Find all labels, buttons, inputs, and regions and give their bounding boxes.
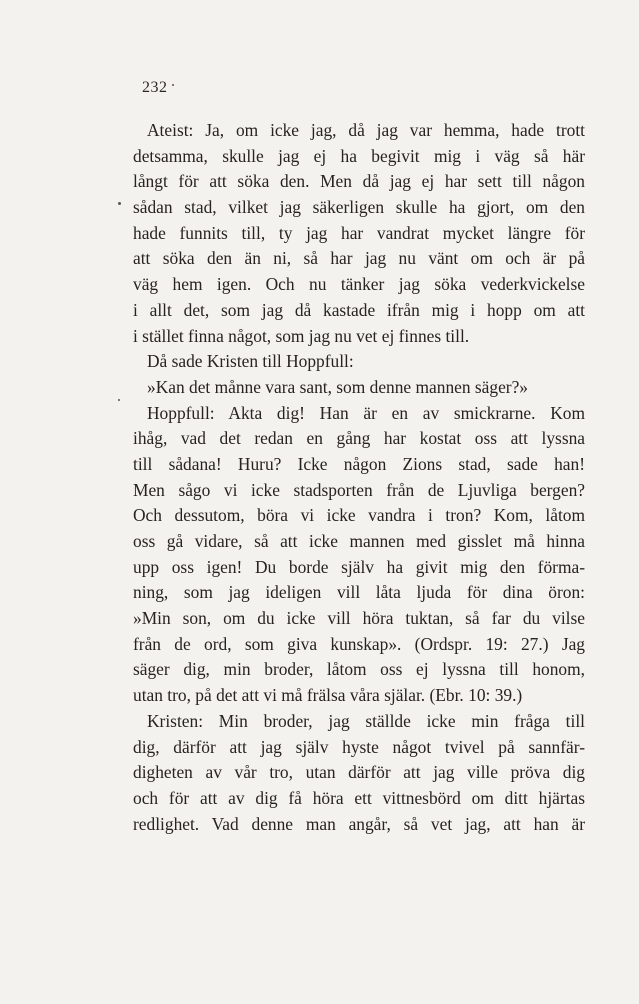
text-line: Kristen: Min broder, jag ställde icke min fråga till <box>147 710 585 731</box>
text-line: från de ord, som giva kunskap». (Ordspr. 19: 27.) Jag <box>133 633 585 654</box>
page-number: 232 <box>142 79 168 96</box>
text-line: Men sågo vi icke stadsporten från de Ljuvliga bergen? <box>133 479 585 500</box>
print-speck <box>118 399 120 401</box>
text-line: till sådana! Huru? Icke någon Zions stad, sade han! <box>133 453 585 474</box>
text-line: sådan stad, vilket jag säkerligen skulle ha gjort, om den <box>133 197 585 218</box>
text-line: väg hem igen. Och nu tänker jag söka vederkvickelse <box>133 274 585 295</box>
text-line: ihåg, vad det redan en gång har kostat oss att lyssna <box>133 428 585 449</box>
text-line: i allt det, som jag då kastade ifrån mig i hopp om att <box>133 299 585 320</box>
text-line: säger dig, min broder, låtom oss ej lyssna till honom, <box>133 659 585 680</box>
text-line: Ateist: Ja, om icke jag, då jag var hemma, hade trott <box>147 120 585 140</box>
body-text <box>133 118 585 837</box>
print-speck <box>118 202 121 205</box>
text-line: Hoppfull: Akta dig! Han är en av smickrarne. Kom <box>147 402 585 423</box>
print-speck <box>172 84 174 86</box>
text-line: och för att av dig få höra ett vittnesbörd om ditt hjärtas <box>133 787 585 808</box>
text-line: hade funnits till, ty jag har vandrat mycket längre för <box>133 222 585 243</box>
text-line: dig, därför att jag själv hyste något tvivel på sannfär- <box>133 736 585 757</box>
text-line: Då sade Kristen till Hoppfull: <box>147 351 354 372</box>
text-line: redlighet. Vad denne man angår, så vet jag, att han är <box>133 813 585 834</box>
text-line: digheten av vår tro, utan därför att jag ville pröva dig <box>133 762 585 783</box>
text-line: utan tro, på det att vi må frälsa våra själar. (Ebr. 10: 39.) <box>133 685 523 706</box>
text-line: långt för att söka den. Men då jag ej har sett till någon <box>133 171 585 192</box>
text-line: Och dessutom, böra vi icke vandra i tron? Kom, låtom <box>133 505 585 526</box>
text-line: oss gå vidare, så att icke mannen med gisslet må hinna <box>133 531 585 551</box>
text-line: »Kan det månne vara sant, som denne mannen säger?» <box>147 376 529 397</box>
text-line: upp oss igen! Du borde själv ha givit mig den förma- <box>133 556 585 577</box>
text-line: detsamma, skulle jag ej ha begivit mig i väg så här <box>133 145 585 166</box>
text-line: att söka den än ni, så har jag nu vänt om och är på <box>133 248 585 269</box>
text-line: »Min son, om du icke vill höra tuktan, så far du vilse <box>133 608 585 629</box>
text-line: ning, som jag ideligen vill låta ljuda för dina öron: <box>133 582 585 603</box>
text-line: i stället finna något, som jag nu vet ej finnes till. <box>133 325 470 346</box>
